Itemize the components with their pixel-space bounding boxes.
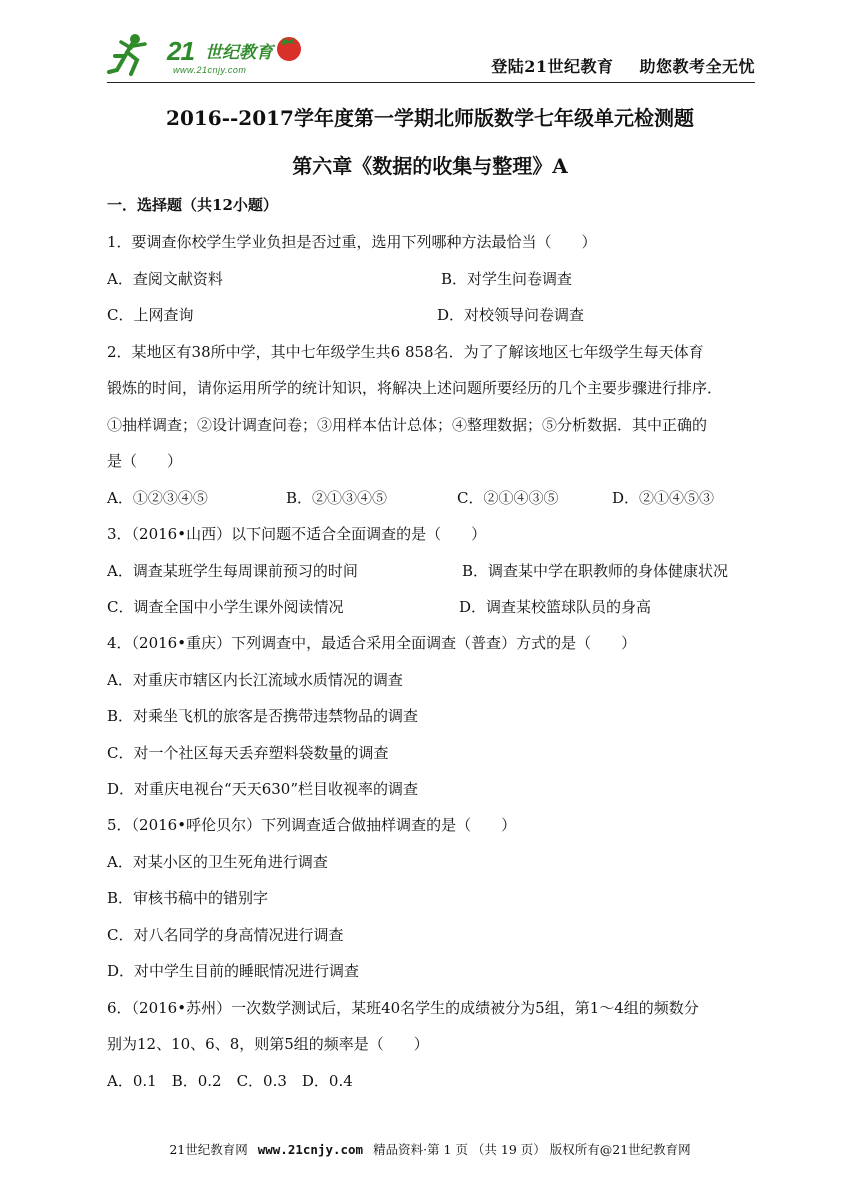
q1-option-d: D．对校领导问卷调查 — [437, 306, 585, 324]
question-4-stem: 4．（2016•重庆）下列调查中，最适合采用全面调查（普查）方式的是（ ） — [107, 634, 637, 652]
q3-option-c: C．调查全国中小学生课外阅读情况 — [107, 598, 344, 616]
q4-option-c: C．对一个社区每天丢弃塑料袋数量的调查 — [107, 744, 389, 762]
slogan-left: 登陆21世纪教育 — [491, 57, 614, 76]
question-3-stem: 3．（2016•山西）以下问题不适合全面调查的是（ ） — [107, 525, 487, 543]
footer-copyright: 精品资料·第 1 页 （共 19 页） 版权所有@21世纪教育网 — [373, 1142, 691, 1157]
q2-option-b: B．②①③④⑤ — [286, 489, 388, 507]
q5-option-b: B．审核书稿中的错别字 — [107, 889, 269, 907]
tomato-icon — [271, 32, 307, 62]
q4-option-b: B．对乘坐飞机的旅客是否携带违禁物品的调查 — [107, 707, 419, 725]
page-footer — [0, 1140, 860, 1158]
q2-option-d: D．②①④⑤③ — [612, 489, 715, 507]
q2-option-c: C．②①④③⑤ — [457, 489, 559, 507]
question-2-stem-line1: 2．某地区有38所中学，其中七年级学生共6 858名．为了了解该地区七年级学生每天体育 — [107, 343, 704, 361]
question-2-stem-line4: 是（ ） — [107, 452, 183, 470]
question-6-stem-line1: 6．（2016•苏州）一次数学测试后，某班40名学生的成绩被分为5组，第1～4组的频数分 — [107, 999, 699, 1017]
q5-option-a: A．对某小区的卫生死角进行调查 — [107, 853, 328, 871]
section-heading: 一．选择题（共12小题） — [107, 196, 278, 214]
site-logo — [107, 30, 307, 80]
question-5-stem: 5．（2016•呼伦贝尔）下列调查适合做抽样调查的是（ ） — [107, 816, 517, 834]
doc-title: 2016--2017学年度第一学期北师版数学七年级单元检测题 — [166, 106, 694, 130]
q4-option-d: D．对重庆电视台“天天630”栏目收视率的调查 — [107, 780, 418, 798]
q5-option-c: C．对八名同学的身高情况进行调查 — [107, 926, 344, 944]
q4-option-a: A．对重庆市辖区内长江流域水质情况的调查 — [107, 671, 403, 689]
question-1-stem: 1．要调查你校学生学业负担是否过重，选用下列哪种方法最恰当（ ） — [107, 233, 597, 251]
q3-option-d: D．调查某校篮球队员的身高 — [459, 598, 652, 616]
logo-wordmark: 世纪教育 — [205, 43, 273, 62]
q3-option-b: B．调查某中学在职教师的身体健康状况 — [462, 562, 729, 580]
q1-option-a: A．查阅文献资料 — [107, 270, 223, 288]
q2-option-a: A．①②③④⑤ — [107, 489, 208, 507]
footer-url[interactable]: www.21cnjy.com — [257, 1142, 364, 1157]
q5-option-d: D．对中学生目前的睡眠情况进行调查 — [107, 962, 360, 980]
header-slogan — [491, 54, 755, 77]
footer-site-name: 21世纪教育网 — [169, 1142, 248, 1157]
page-header — [107, 30, 755, 83]
question-6-stem-line2: 别为12、10、6、8，则第5组的频率是（ ） — [107, 1035, 429, 1053]
doc-subtitle: 第六章《数据的收集与整理》A — [292, 154, 568, 178]
slogan-right: 助您教考全无忧 — [639, 57, 755, 76]
q6-options: A．0.1 B．0.2 C．0.3 D．0.4 — [107, 1072, 353, 1090]
question-2-stem-line3: ①抽样调查；②设计调查问卷；③用样本估计总体；④整理数据；⑤分析数据．其中正确的 — [107, 416, 708, 434]
logo-url: www.21cnjy.com — [173, 65, 247, 75]
q1-option-b: B．对学生问卷调查 — [441, 270, 573, 288]
q3-option-a: A．调查某班学生每周课前预习的时间 — [107, 562, 358, 580]
question-2-stem-line2: 锻炼的时间，请你运用所学的统计知识，将解决上述问题所要经历的几个主要步骤进行排序． — [107, 379, 723, 397]
q1-option-c: C．上网查询 — [107, 306, 194, 324]
logo-number: 21 — [167, 36, 194, 66]
